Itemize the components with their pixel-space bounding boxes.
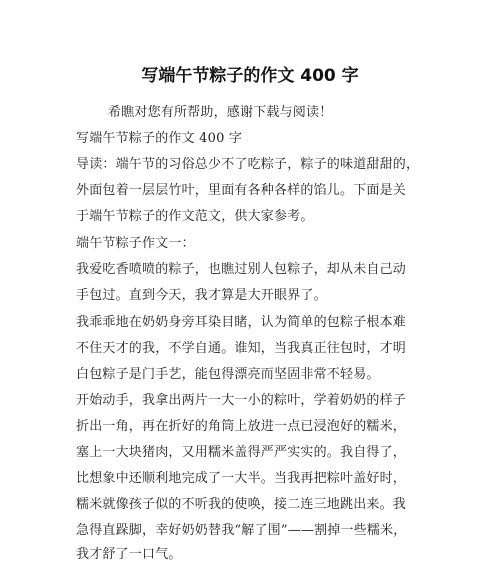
- text-line: 比想象中还顺利地完成了一大半。当我再把粽叶盖好时，: [76, 471, 407, 486]
- text-line: 急得直跺脚，幸好奶奶替我“解了围”——割掉一些糯米，: [76, 523, 407, 538]
- text-line: 外面包着一层层竹叶，里面有各种各样的馅儿。下面是关: [76, 183, 407, 198]
- text-line: 不住天才的我，不学自通。谁知，当我真正往包时，才明: [76, 341, 407, 356]
- text-line: 开始动手，我拿出两片一大一小的粽叶，学着奶奶的样子: [76, 393, 407, 408]
- text-line: 白包粽子是门手艺，能包得漂亮而坚固非常不轻易。: [76, 367, 380, 382]
- text-line: 端午节粽子作文一：: [76, 236, 195, 251]
- document-title: 写端午节粽子的作文 400 字: [141, 66, 359, 86]
- text-line: 我爱吃香喷喷的粽子，也瞧过别人包粽子，却从未自己动: [76, 262, 407, 277]
- text-line: 导读：端午节的习俗总少不了吃粽子，粽子的味道甜甜的，: [76, 157, 420, 172]
- text-line: 写端午节粽子的作文 400 字: [76, 131, 243, 146]
- text-line: 塞上一大块猪肉，又用糯米盖得严严实实的。我自得了，: [76, 445, 407, 460]
- text-line: 折出一角，再在折好的角筒上放进一点已浸泡好的糯米，: [76, 419, 407, 434]
- text-line: 我乖乖地在奶奶身旁耳染目睹，认为简单的包粽子根本难: [76, 315, 407, 330]
- text-line: 糯米就像孩子似的不听我的使唤，接二连三地跳出来。我: [76, 497, 407, 512]
- text-line: 我才舒了一口气。: [76, 547, 182, 562]
- text-line: 手包过。直到今天，我才算是大开眼界了。: [76, 288, 327, 303]
- text-line: 于端午节粽子的作文范文，供大家参考。: [76, 209, 314, 224]
- text-line: 希瞧对您有所帮助，感谢下载与阅读！: [108, 105, 333, 120]
